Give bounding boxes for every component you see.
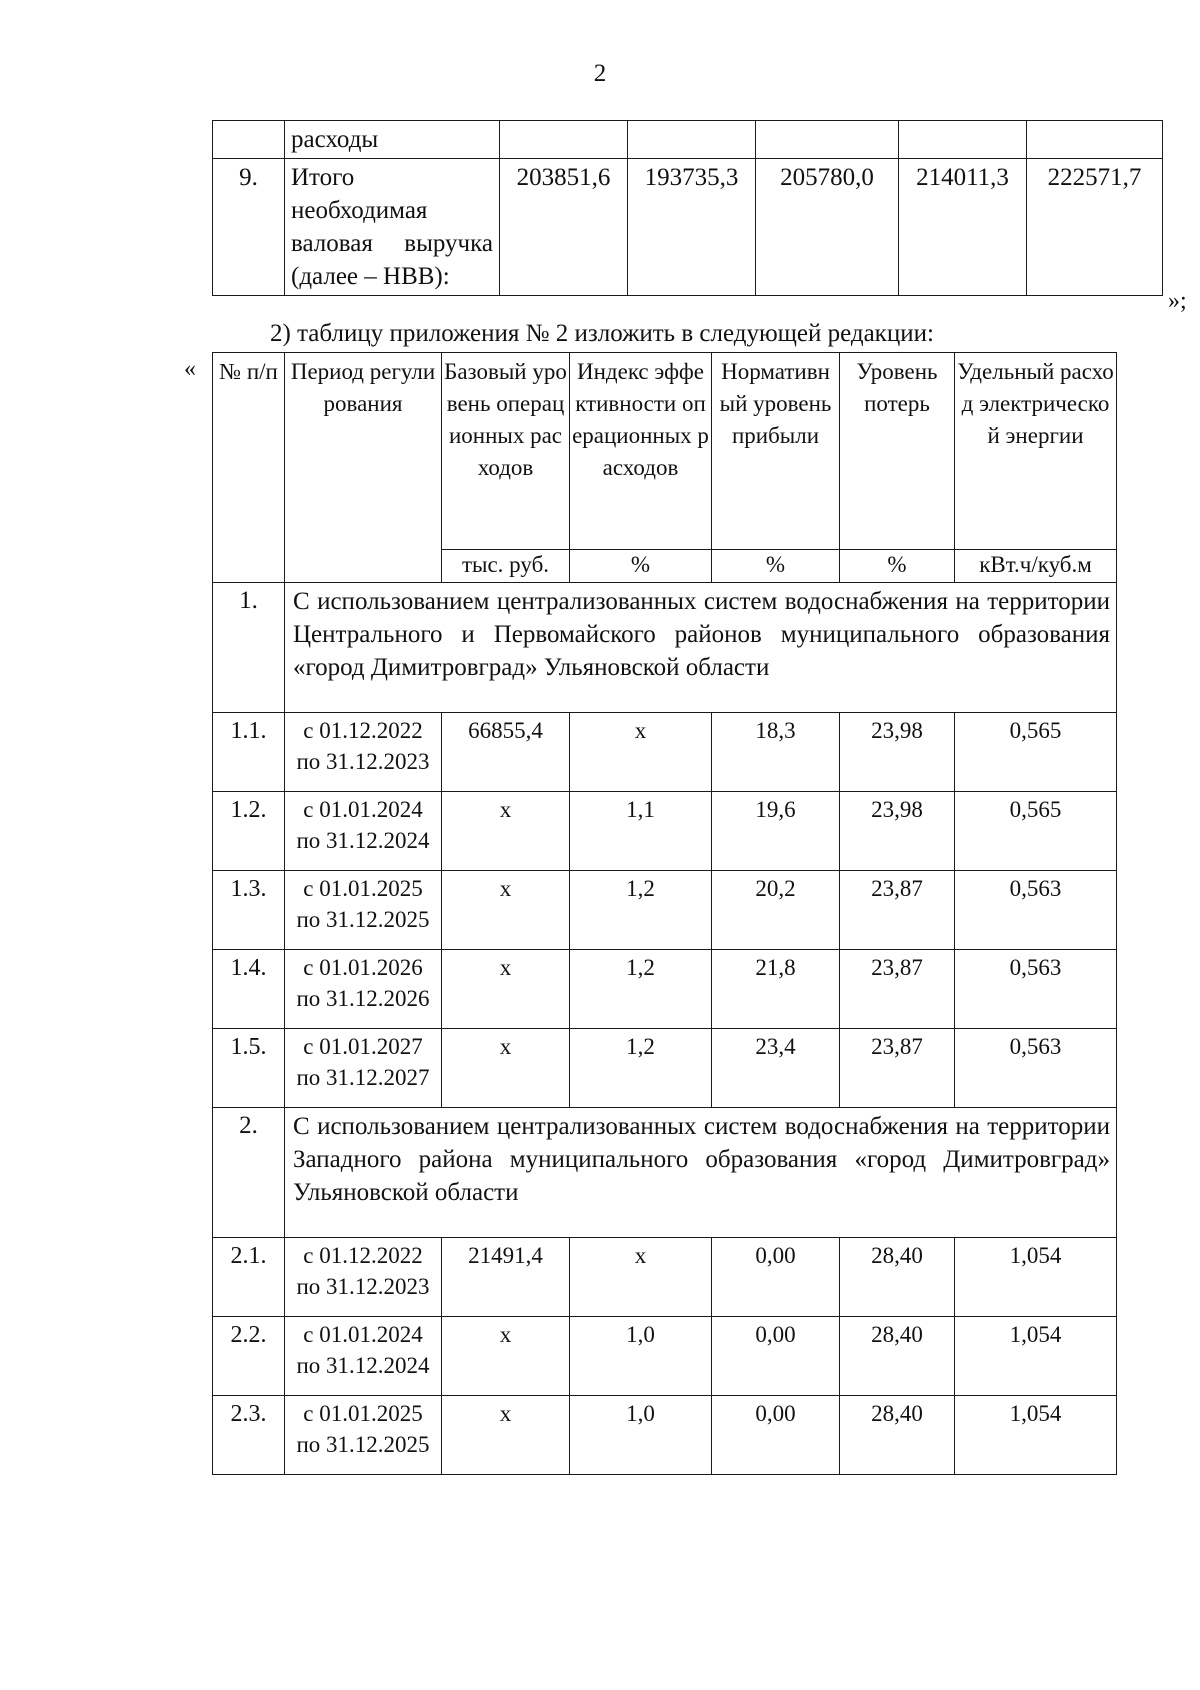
value-cell: 203851,6 xyxy=(500,159,628,296)
losses-cell: 23,87 xyxy=(840,871,955,950)
header-losses-level: Уровень потерь xyxy=(840,353,955,550)
profit-cell: 20,2 xyxy=(712,871,840,950)
period-cell: с 01.12.2022 по 31.12.2023 xyxy=(285,713,442,792)
base-opex-cell: х xyxy=(442,950,570,1029)
index-cell: 1,2 xyxy=(570,950,712,1029)
section-row xyxy=(213,583,1117,713)
profit-cell: 0,00 xyxy=(712,1396,840,1475)
header-efficiency-index: Индекс эффективности операционных расходов xyxy=(570,353,712,550)
losses-cell: 28,40 xyxy=(840,1238,955,1317)
row-number: 1.3. xyxy=(213,871,285,950)
index-cell: х xyxy=(570,1238,712,1317)
base-opex-cell: х xyxy=(442,871,570,950)
section-title: С использованием централизованных систем водоснабжения на территории Западного района муниципального образования «город Димитровград» Ульяновской области xyxy=(285,1108,1117,1238)
profit-cell: 0,00 xyxy=(712,1238,840,1317)
closing-quote: »; xyxy=(1168,288,1187,314)
energy-cell: 1,054 xyxy=(955,1238,1117,1317)
unit-cell: кВт.ч/куб.м xyxy=(955,550,1117,583)
value-cell: 205780,0 xyxy=(756,159,899,296)
section-row xyxy=(213,1108,1117,1238)
index-cell: 1,0 xyxy=(570,1396,712,1475)
base-opex-cell: х xyxy=(442,1029,570,1108)
period-cell: с 01.01.2025 по 31.12.2025 xyxy=(285,871,442,950)
profit-cell: 23,4 xyxy=(712,1029,840,1108)
value-cell: 214011,3 xyxy=(899,159,1027,296)
instruction-text: 2) таблицу приложения № 2 изложить в следующей редакции: xyxy=(270,320,934,347)
row-label: расходы xyxy=(285,121,500,159)
row-number: 9. xyxy=(213,159,285,296)
energy-cell: 0,563 xyxy=(955,871,1117,950)
unit-cell: % xyxy=(712,550,840,583)
section-number: 2. xyxy=(213,1108,285,1238)
row-number: 2.1. xyxy=(213,1238,285,1317)
profit-cell: 21,8 xyxy=(712,950,840,1029)
table-row xyxy=(213,121,1163,159)
table-row xyxy=(213,1317,1117,1396)
energy-cell: 0,565 xyxy=(955,792,1117,871)
base-opex-cell: 66855,4 xyxy=(442,713,570,792)
energy-cell: 1,054 xyxy=(955,1396,1117,1475)
index-cell: 1,1 xyxy=(570,792,712,871)
unit-cell: % xyxy=(570,550,712,583)
header-period: Период регулирования xyxy=(285,353,442,583)
losses-cell: 28,40 xyxy=(840,1317,955,1396)
section-number: 1. xyxy=(213,583,285,713)
losses-cell: 23,87 xyxy=(840,1029,955,1108)
table-row xyxy=(213,871,1117,950)
index-cell: х xyxy=(570,713,712,792)
table-row xyxy=(213,1396,1117,1475)
losses-cell: 23,98 xyxy=(840,713,955,792)
losses-cell: 23,98 xyxy=(840,792,955,871)
profit-cell: 0,00 xyxy=(712,1317,840,1396)
header-profit-level: Нормативный уровень прибыли xyxy=(712,353,840,550)
index-cell: 1,0 xyxy=(570,1317,712,1396)
energy-cell: 0,563 xyxy=(955,1029,1117,1108)
period-cell: с 01.01.2027 по 31.12.2027 xyxy=(285,1029,442,1108)
appendix-2-table xyxy=(212,352,1117,1475)
header-num: № п/п xyxy=(213,353,285,583)
header-base-opex: Базовый уровень операционных расходов xyxy=(442,353,570,550)
profit-cell: 18,3 xyxy=(712,713,840,792)
header-energy-consumption: Удельный расход электрической энергии xyxy=(955,353,1117,550)
losses-cell: 28,40 xyxy=(840,1396,955,1475)
table-row xyxy=(213,713,1117,792)
period-cell: с 01.01.2024 по 31.12.2024 xyxy=(285,792,442,871)
value-cell: 222571,7 xyxy=(1027,159,1163,296)
row-number: 1.5. xyxy=(213,1029,285,1108)
table-row-total-nvv xyxy=(213,159,1163,296)
row-number: 2.3. xyxy=(213,1396,285,1475)
energy-cell: 0,565 xyxy=(955,713,1117,792)
page-number: 2 xyxy=(593,60,607,87)
row-number: 1.4. xyxy=(213,950,285,1029)
value-cell: 193735,3 xyxy=(628,159,756,296)
row-number: 2.2. xyxy=(213,1317,285,1396)
table-row xyxy=(213,1029,1117,1108)
table-row xyxy=(213,792,1117,871)
row-number: 1.1. xyxy=(213,713,285,792)
unit-cell: % xyxy=(840,550,955,583)
index-cell: 1,2 xyxy=(570,871,712,950)
unit-cell: тыс. руб. xyxy=(442,550,570,583)
losses-cell: 23,87 xyxy=(840,950,955,1029)
index-cell: 1,2 xyxy=(570,1029,712,1108)
table-header-row xyxy=(213,353,1117,550)
energy-cell: 1,054 xyxy=(955,1317,1117,1396)
profit-cell: 19,6 xyxy=(712,792,840,871)
table-row xyxy=(213,950,1117,1029)
period-cell: с 01.12.2022 по 31.12.2023 xyxy=(285,1238,442,1317)
period-cell: с 01.01.2026 по 31.12.2026 xyxy=(285,950,442,1029)
energy-cell: 0,563 xyxy=(955,950,1117,1029)
base-opex-cell: х xyxy=(442,1396,570,1475)
table-row xyxy=(213,1238,1117,1317)
base-opex-cell: х xyxy=(442,792,570,871)
period-cell: с 01.01.2025 по 31.12.2025 xyxy=(285,1396,442,1475)
opening-quote: « xyxy=(184,356,196,382)
row-number: 1.2. xyxy=(213,792,285,871)
base-opex-cell: 21491,4 xyxy=(442,1238,570,1317)
appendix-1-table-continuation xyxy=(212,120,1163,296)
section-title: С использованием централизованных систем водоснабжения на территории Центрального и Первомайского районов муниципального образования «город Димитровград» Ульяновской области xyxy=(285,583,1117,713)
row-label: Итого необходимая валовая выручка (далее – НВВ): xyxy=(285,159,500,296)
base-opex-cell: х xyxy=(442,1317,570,1396)
period-cell: с 01.01.2024 по 31.12.2024 xyxy=(285,1317,442,1396)
